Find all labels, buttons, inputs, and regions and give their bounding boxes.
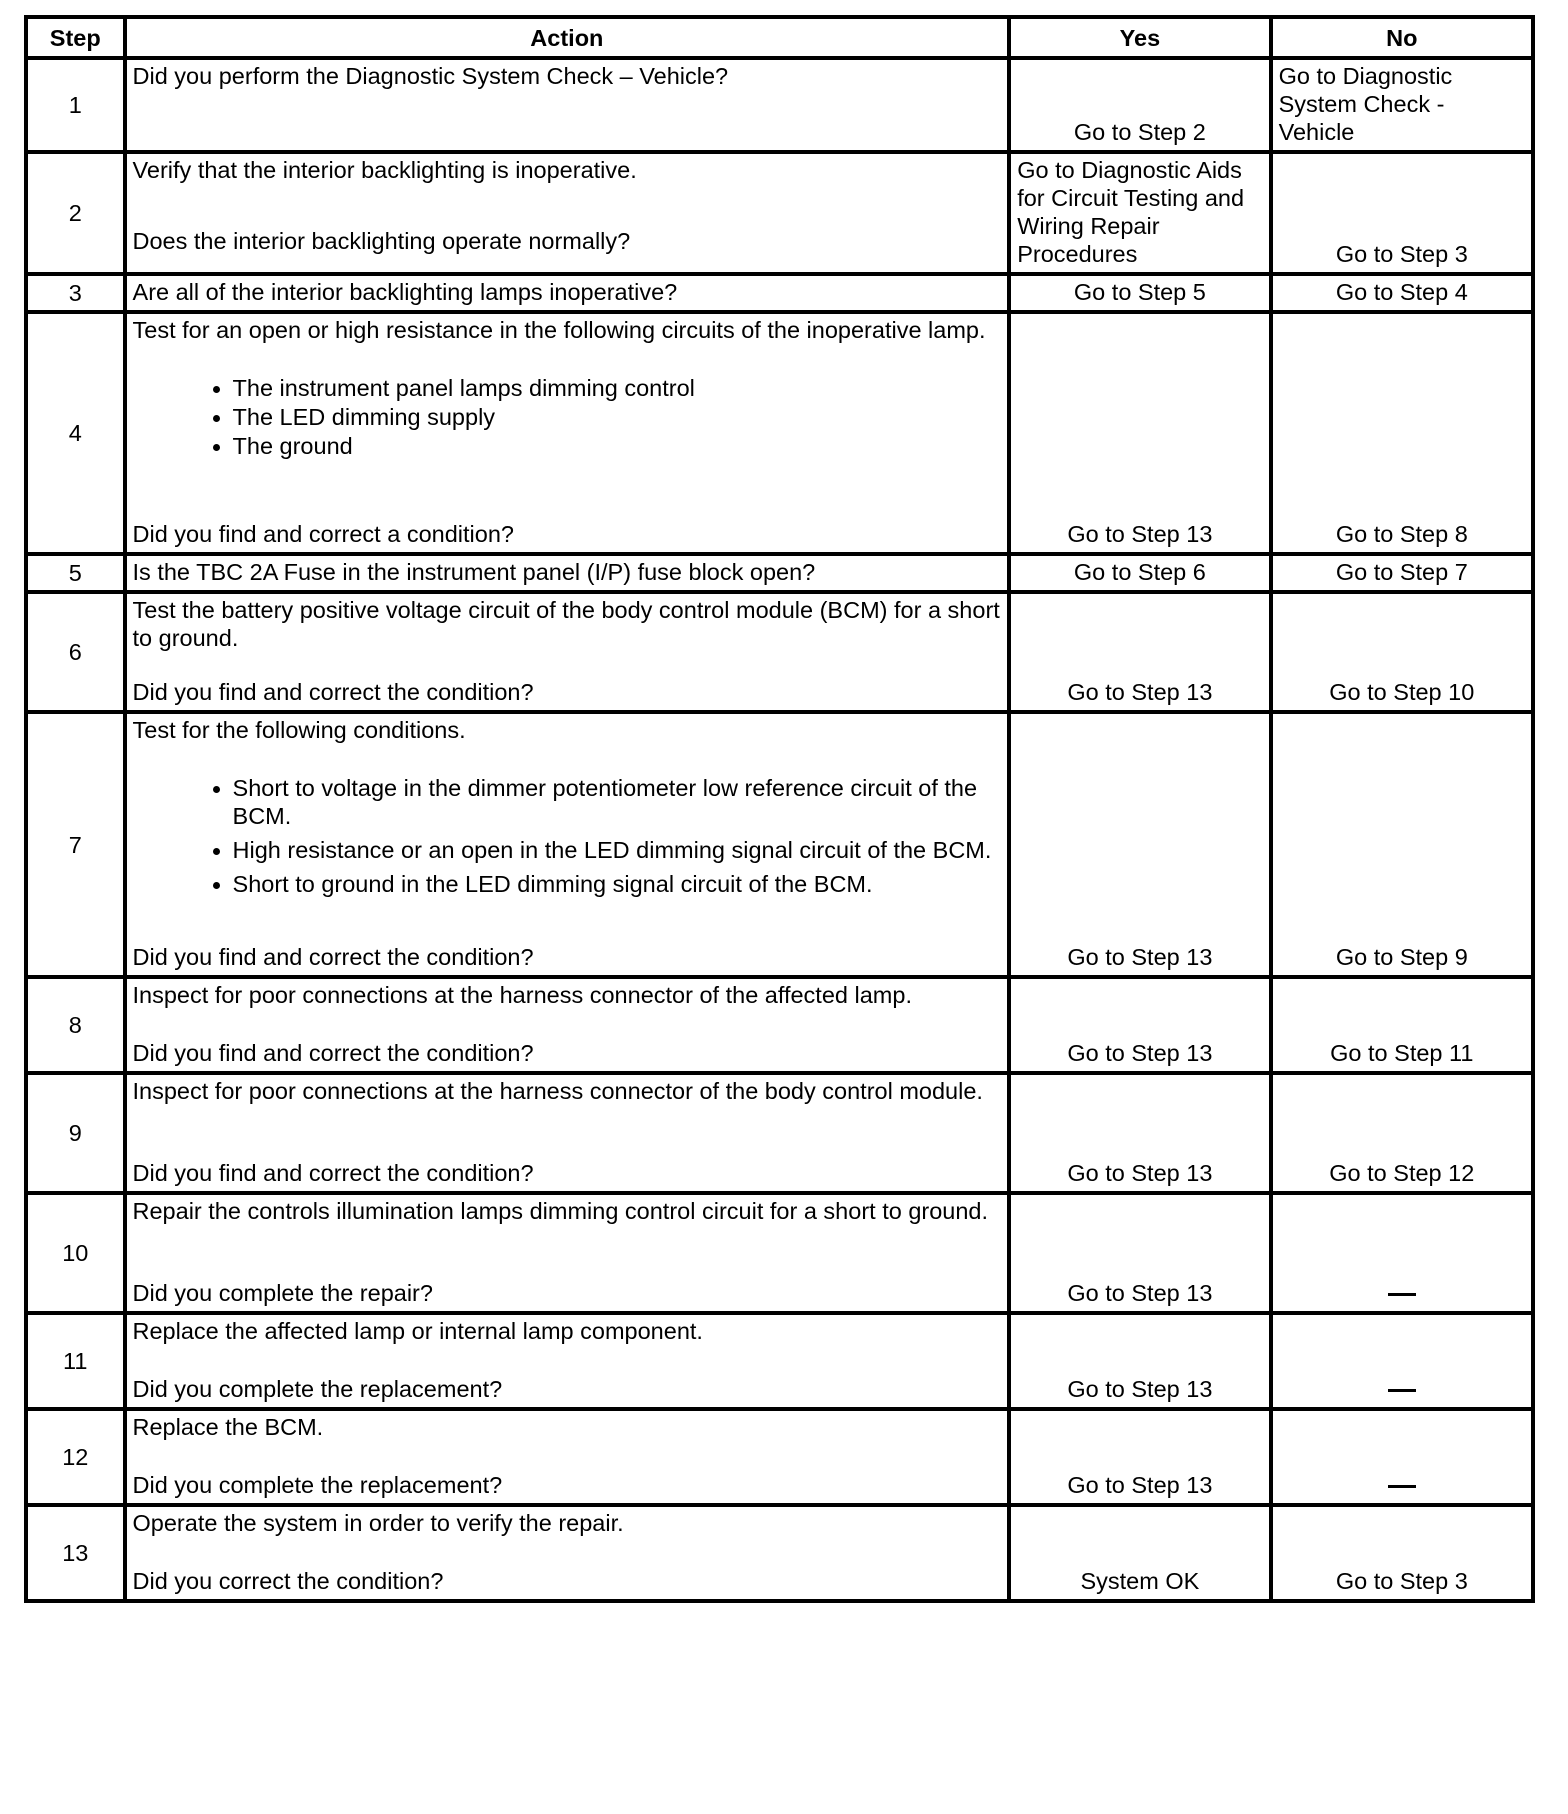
step-number: 8	[26, 977, 125, 1073]
no-result: Go to Step 7	[1271, 554, 1533, 592]
yes-result: Go to Step 2	[1009, 58, 1270, 152]
header-action: Action	[125, 17, 1010, 58]
action-text: Inspect for poor connections at the harness connector of the body control module.	[132, 1078, 983, 1104]
step-number: 4	[26, 312, 125, 554]
action-text: Test for an open or high resistance in the following circuits of the inoperative lamp.	[132, 317, 986, 343]
not-applicable-dash	[1388, 1293, 1416, 1296]
header-step: Step	[26, 17, 125, 58]
yes-result: System OK	[1009, 1505, 1270, 1601]
action-cell	[125, 1409, 1010, 1505]
yes-result: Go to Step 13	[1009, 712, 1270, 977]
table-row	[26, 58, 1533, 152]
action-text: Verify that the interior backlighting is inoperative.	[132, 157, 637, 183]
bullet-item: • Short to ground in the LED dimming signal circuit of the BCM.	[233, 870, 1002, 898]
step-number: 10	[26, 1193, 125, 1313]
action-text: Is the TBC 2A Fuse in the instrument panel (I/P) fuse block open?	[132, 559, 816, 585]
action-question: Did you correct the condition?	[132, 1568, 444, 1594]
no-result: Go to Step 4	[1271, 274, 1533, 312]
step-number: 13	[26, 1505, 125, 1601]
action-question: Did you find and correct the condition?	[132, 679, 534, 705]
table-row	[26, 152, 1533, 274]
step-number: 3	[26, 274, 125, 312]
action-text: Replace the affected lamp or internal lamp component.	[132, 1318, 703, 1344]
no-result: Go to Step 11	[1271, 977, 1533, 1073]
table-row	[26, 977, 1533, 1073]
yes-result: Go to Step 13	[1009, 1193, 1270, 1313]
step-number: 7	[26, 712, 125, 977]
yes-result: Go to Step 13	[1009, 312, 1270, 554]
action-cell	[125, 592, 1010, 712]
table-row	[26, 1073, 1533, 1193]
header-row	[26, 17, 1533, 58]
action-cell	[125, 312, 1010, 554]
action-text: Did you perform the Diagnostic System Check – Vehicle?	[132, 63, 729, 89]
yes-result: Go to Step 5	[1009, 274, 1270, 312]
step-number: 5	[26, 554, 125, 592]
action-cell	[125, 1193, 1010, 1313]
table-row	[26, 712, 1533, 977]
action-cell	[125, 1505, 1010, 1601]
action-cell	[125, 554, 1010, 592]
action-question: Did you find and correct a condition?	[132, 521, 514, 547]
table-row	[26, 1193, 1533, 1313]
yes-result: Go to Diagnostic Aids for Circuit Testing and Wiring Repair Procedures	[1009, 152, 1270, 274]
step-number: 2	[26, 152, 125, 274]
action-question: Did you find and correct the condition?	[132, 1040, 534, 1066]
yes-result: Go to Step 6	[1009, 554, 1270, 592]
action-question: Did you find and correct the condition?	[132, 1160, 534, 1186]
action-text: Are all of the interior backlighting lamps inoperative?	[132, 279, 678, 305]
table-row	[26, 1505, 1533, 1601]
action-text: Repair the controls illumination lamps dimming control circuit for a short to ground.	[132, 1198, 989, 1224]
action-cell	[125, 58, 1010, 152]
step-number: 12	[26, 1409, 125, 1505]
step-number: 6	[26, 592, 125, 712]
action-bullets	[133, 374, 1002, 460]
not-applicable-dash	[1388, 1389, 1416, 1392]
table-row	[26, 274, 1533, 312]
bullet-item: • The LED dimming supply	[233, 403, 1002, 431]
not-applicable-dash	[1388, 1485, 1416, 1488]
action-bullets	[133, 774, 1002, 898]
action-question: Did you find and correct the condition?	[132, 944, 534, 970]
action-text: Test the battery positive voltage circuit of the body control module (BCM) for a short to ground.	[132, 597, 1000, 651]
action-cell	[125, 1313, 1010, 1409]
action-cell	[125, 274, 1010, 312]
yes-result: Go to Step 13	[1009, 1313, 1270, 1409]
no-result	[1271, 1313, 1533, 1409]
no-result: Go to Step 10	[1271, 592, 1533, 712]
bullet-item: • Short to voltage in the dimmer potentiometer low reference circuit of the BCM.	[233, 774, 1002, 830]
action-text: Replace the BCM.	[132, 1414, 324, 1440]
table-row	[26, 1313, 1533, 1409]
header-no: No	[1271, 17, 1533, 58]
yes-result: Go to Step 13	[1009, 1409, 1270, 1505]
action-text: Inspect for poor connections at the harness connector of the affected lamp.	[132, 982, 912, 1008]
no-result: Go to Step 3	[1271, 1505, 1533, 1601]
no-result: Go to Diagnostic System Check - Vehicle	[1271, 58, 1533, 152]
action-cell	[125, 152, 1010, 274]
step-number: 11	[26, 1313, 125, 1409]
no-result: Go to Step 9	[1271, 712, 1533, 977]
action-question: Did you complete the replacement?	[132, 1376, 503, 1402]
no-result: Go to Step 8	[1271, 312, 1533, 554]
table-row	[26, 592, 1533, 712]
no-result: Go to Step 12	[1271, 1073, 1533, 1193]
action-question: Does the interior backlighting operate normally?	[132, 228, 631, 254]
action-cell	[125, 1073, 1010, 1193]
table-row	[26, 1409, 1533, 1505]
step-number: 9	[26, 1073, 125, 1193]
no-result	[1271, 1193, 1533, 1313]
action-cell	[125, 712, 1010, 977]
diagnostic-table	[24, 15, 1535, 1603]
action-text: Test for the following conditions.	[132, 717, 466, 743]
action-text: Operate the system in order to verify the repair.	[132, 1510, 624, 1536]
bullet-item: • The ground	[233, 432, 1002, 460]
bullet-item: • The instrument panel lamps dimming control	[233, 374, 1002, 402]
yes-result: Go to Step 13	[1009, 1073, 1270, 1193]
action-question: Did you complete the replacement?	[132, 1472, 503, 1498]
no-result: Go to Step 3	[1271, 152, 1533, 274]
yes-result: Go to Step 13	[1009, 977, 1270, 1073]
action-question: Did you complete the repair?	[132, 1280, 433, 1306]
step-number: 1	[26, 58, 125, 152]
header-yes: Yes	[1009, 17, 1270, 58]
no-result	[1271, 1409, 1533, 1505]
action-cell	[125, 977, 1010, 1073]
yes-result: Go to Step 13	[1009, 592, 1270, 712]
table-row	[26, 312, 1533, 554]
table-row	[26, 554, 1533, 592]
bullet-item: • High resistance or an open in the LED dimming signal circuit of the BCM.	[233, 836, 1002, 864]
